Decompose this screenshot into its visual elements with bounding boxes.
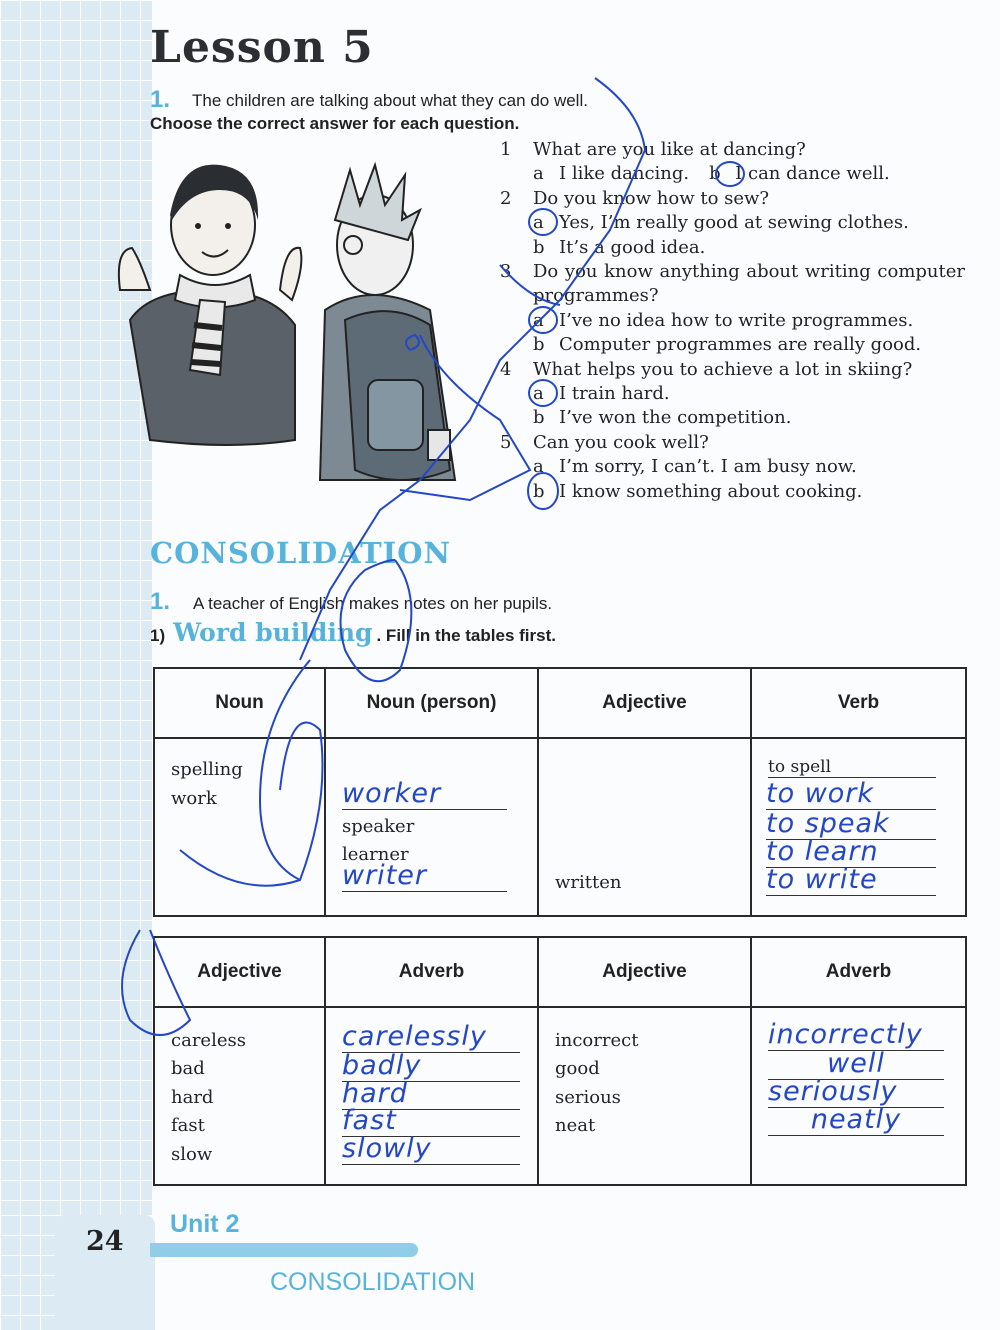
adjective-cell — [154, 1007, 325, 1185]
adjective-word: careless — [171, 1030, 246, 1051]
handwritten-answer: badly — [342, 1051, 520, 1082]
question-2 — [500, 187, 965, 211]
header-adverb: Adverb — [751, 937, 966, 1007]
noun-word: spelling — [171, 759, 243, 780]
verb-cell — [751, 738, 966, 916]
question-text: What helps you to achieve a lot in skiing? — [533, 358, 913, 380]
word-table-1 — [153, 667, 967, 917]
option-text: Yes, I’m really good at sewing clothes. — [559, 212, 909, 234]
handwritten-answer: slowly — [342, 1134, 520, 1165]
word-building-title: Word building — [173, 618, 373, 647]
question-number: 1 — [500, 139, 512, 160]
option-text: I’m sorry, I can’t. I am busy now. — [559, 456, 857, 478]
answer-row — [500, 455, 965, 479]
header-adjective: Adjective — [154, 937, 325, 1007]
adjective-word: slow — [171, 1144, 213, 1165]
question-text: What are you like at dancing? — [533, 139, 806, 160]
noun-person-cell — [325, 738, 538, 916]
consolidation-intro: A teacher of English makes notes on her pupils. — [193, 594, 553, 613]
question-text: Do you know how to sew? — [533, 187, 770, 209]
word-building-instruction: . Fill in the tables first. — [376, 626, 556, 645]
unit-label: Unit 2 — [170, 1210, 240, 1238]
adjective-word: incorrect — [555, 1030, 639, 1051]
option-text: Computer programmes are really good. — [559, 334, 922, 356]
option-letter: a — [533, 163, 544, 185]
lesson-title: Lesson 5 — [150, 22, 374, 73]
option-letter: b — [709, 163, 721, 185]
handwritten-answer: fast — [342, 1106, 520, 1137]
handwritten-answer: worker — [342, 779, 507, 810]
handwritten-answer: writer — [342, 861, 507, 892]
exercise-intro: The children are talking about what they can do well. — [192, 91, 588, 110]
header-adverb: Adverb — [325, 937, 538, 1007]
adjective-word: neat — [555, 1115, 596, 1136]
adjective-word: hard — [171, 1087, 214, 1108]
header-noun: Noun — [154, 668, 325, 738]
adjective-word: bad — [171, 1058, 205, 1079]
option-text: It’s a good idea. — [559, 236, 706, 258]
handwritten-answer: to speak — [766, 809, 936, 840]
answer-row — [500, 309, 965, 333]
word-table-2 — [153, 936, 967, 1186]
person-word: speaker — [342, 816, 415, 837]
handwritten-answer: seriously — [768, 1077, 944, 1108]
answer-row — [500, 236, 965, 260]
answer-row — [500, 333, 965, 357]
option-letter: a — [533, 212, 544, 234]
exercise-instruction: Choose the correct answer for each question. — [150, 114, 520, 133]
footer-section-title: CONSOLIDATION — [270, 1268, 476, 1296]
option-text: I’ve no idea how to write programmes. — [559, 309, 914, 331]
boys-illustration — [110, 150, 490, 520]
question-number: 3 — [500, 261, 512, 283]
exercise-number: 1. — [150, 86, 171, 113]
handwritten-answer: neatly — [768, 1105, 944, 1136]
option-text: I know something about cooking. — [559, 480, 863, 502]
option-letter: b — [533, 236, 545, 258]
adjective-word: good — [555, 1058, 600, 1079]
consolidation-ex-number: 1. — [150, 588, 171, 615]
question-4 — [500, 358, 965, 382]
adjective-word: written — [555, 872, 622, 893]
word-building-line — [150, 618, 556, 647]
header-noun-person: Noun (person) — [325, 668, 538, 738]
handwritten-answer: to write — [766, 865, 936, 896]
option-text: I’ve won the competition. — [559, 407, 792, 429]
option-letter: a — [533, 456, 544, 478]
question-1 — [500, 138, 965, 162]
noun-word: work — [171, 788, 217, 809]
option-letter: b — [533, 407, 545, 429]
option-letter: b — [533, 480, 545, 502]
consolidation-title: CONSOLIDATION — [150, 536, 451, 570]
page-number: 24 — [86, 1226, 124, 1257]
question-number: 5 — [500, 431, 512, 453]
answer-row — [500, 480, 965, 504]
noun-cell — [154, 738, 325, 916]
handwritten-answer: hard — [342, 1079, 520, 1110]
question-text: Can you cook well? — [533, 431, 709, 453]
handwritten-answer: to work — [766, 779, 936, 810]
question-3 — [500, 260, 965, 309]
handwritten-answer: incorrectly — [768, 1020, 944, 1051]
person-word: learner — [342, 844, 409, 865]
option-text: I can dance well. — [735, 163, 890, 185]
adjective-cell — [538, 738, 751, 916]
adjective-cell — [538, 1007, 751, 1185]
verb-word: to spell — [768, 757, 936, 778]
option-letter: b — [533, 334, 545, 356]
option-text: I train hard. — [559, 383, 670, 405]
header-verb: Verb — [751, 668, 966, 738]
handwritten-answer: well — [768, 1049, 944, 1080]
header-adjective: Adjective — [538, 937, 751, 1007]
option-letter: a — [533, 309, 544, 331]
adjective-word: serious — [555, 1087, 621, 1108]
option-text: I like dancing. — [559, 163, 690, 185]
handwritten-answer: to learn — [766, 837, 936, 868]
handwritten-answer: carelessly — [342, 1022, 520, 1053]
question-number: 2 — [500, 187, 512, 209]
option-letter: a — [533, 383, 544, 405]
grid-margin-bottom — [0, 1215, 60, 1330]
adverb-cell — [751, 1007, 966, 1185]
adjective-word: fast — [171, 1115, 205, 1136]
question-5 — [500, 431, 965, 455]
answer-row — [500, 211, 965, 235]
question-list — [500, 138, 965, 504]
unit-bar — [150, 1243, 418, 1257]
question-number: 4 — [500, 358, 512, 380]
header-adjective: Adjective — [538, 668, 751, 738]
answer-row — [500, 406, 965, 430]
answer-row — [500, 382, 965, 406]
answer-row — [500, 162, 965, 186]
question-text: Do you know anything about writing computer programmes? — [533, 261, 965, 307]
sub-number: 1) — [150, 626, 166, 645]
adverb-cell — [325, 1007, 538, 1185]
